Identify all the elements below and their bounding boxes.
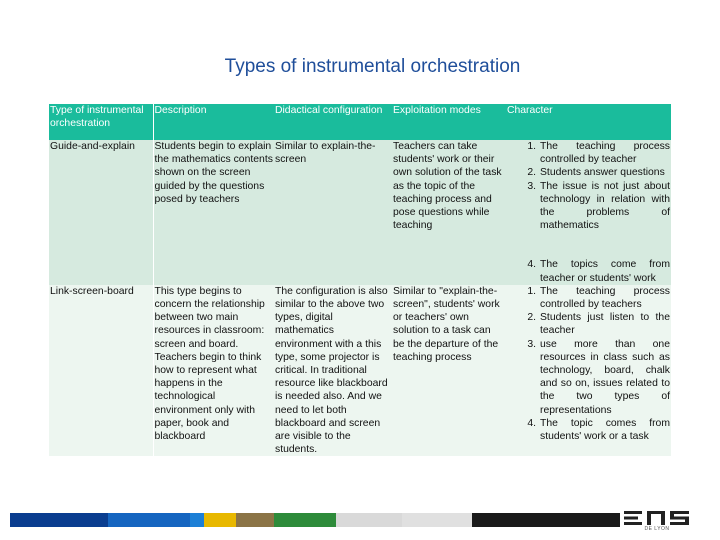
bar-segment: [10, 513, 108, 527]
row-configuration: Similar to explain-the-screen: [274, 140, 392, 285]
page-title: Types of instrumental orchestration: [224, 56, 521, 77]
ens-logo-icon: [623, 511, 691, 525]
header-character: Character: [506, 104, 671, 140]
row-character: [506, 285, 671, 457]
row-type: Link-screen-board: [49, 285, 153, 457]
ens-logo: [623, 511, 691, 532]
character-item: 4. The topic comes from students' work or a task: [527, 417, 670, 443]
bar-segment: [472, 513, 620, 527]
character-item: 3. The issue is not just about technology in relation with the problems of mathematics: [527, 180, 670, 232]
logo-subtext: DE LYON: [644, 526, 670, 532]
header-exploitation: Exploitation modes: [392, 104, 506, 140]
row-configuration: The configuration is also similar to the above two types, digital mathematics environment with a this type, some projector is critical. In traditional resource like blackboard is needed also. And we need to let both blackboard and screen are visible to the students.: [274, 285, 392, 457]
row-character: [506, 140, 671, 285]
table-header-row: [49, 104, 671, 140]
character-item: 3. use more than one resources in class such as technology, board, chalk and so on, issues related to the two types of representations: [527, 338, 670, 416]
bar-segment: [336, 513, 402, 527]
header-configuration: Didactical configuration: [274, 104, 392, 140]
bar-segment: [402, 513, 472, 527]
table-row: [49, 285, 671, 457]
row-type: Guide-and-explain: [49, 140, 153, 285]
header-type: Type of instrumental orchestration: [49, 104, 153, 140]
character-item: 4. The topics come from teacher or students' work: [527, 259, 670, 284]
orchestration-table: [49, 104, 672, 456]
character-item: 1. The teaching process controlled by teachers: [527, 285, 670, 311]
character-item: 2. Students answer questions: [527, 167, 665, 179]
bar-segment: [236, 513, 274, 527]
bar-segment: [108, 513, 190, 527]
row-description: This type begins to concern the relationship between two main resources in classroom: screen and board. Teachers begin to think how to represent what happens in the technological environment only with paper, book and blackboard: [153, 285, 274, 457]
bar-segment: [204, 513, 236, 527]
bar-segment: [190, 513, 204, 527]
bar-segment: [274, 513, 336, 527]
header-description: Description: [153, 104, 274, 140]
row-description: Students begin to explain the mathematics contents shown on the screen guided by the questions posed by teachers: [153, 140, 274, 285]
footer-color-bar: [10, 513, 620, 527]
row-exploitation: Teachers can take students' work or their own solution of the task as the topic of the teaching process and pose questions while teaching: [392, 140, 506, 285]
character-item: 2. Students just listen to the teacher: [527, 312, 670, 337]
row-exploitation: Similar to "explain-the-screen", students' work or teachers' own solution to a task can be the departure of the teaching process: [392, 285, 506, 457]
table-row: [49, 140, 671, 285]
character-item: 1. The teaching process controlled by teacher: [527, 141, 670, 166]
